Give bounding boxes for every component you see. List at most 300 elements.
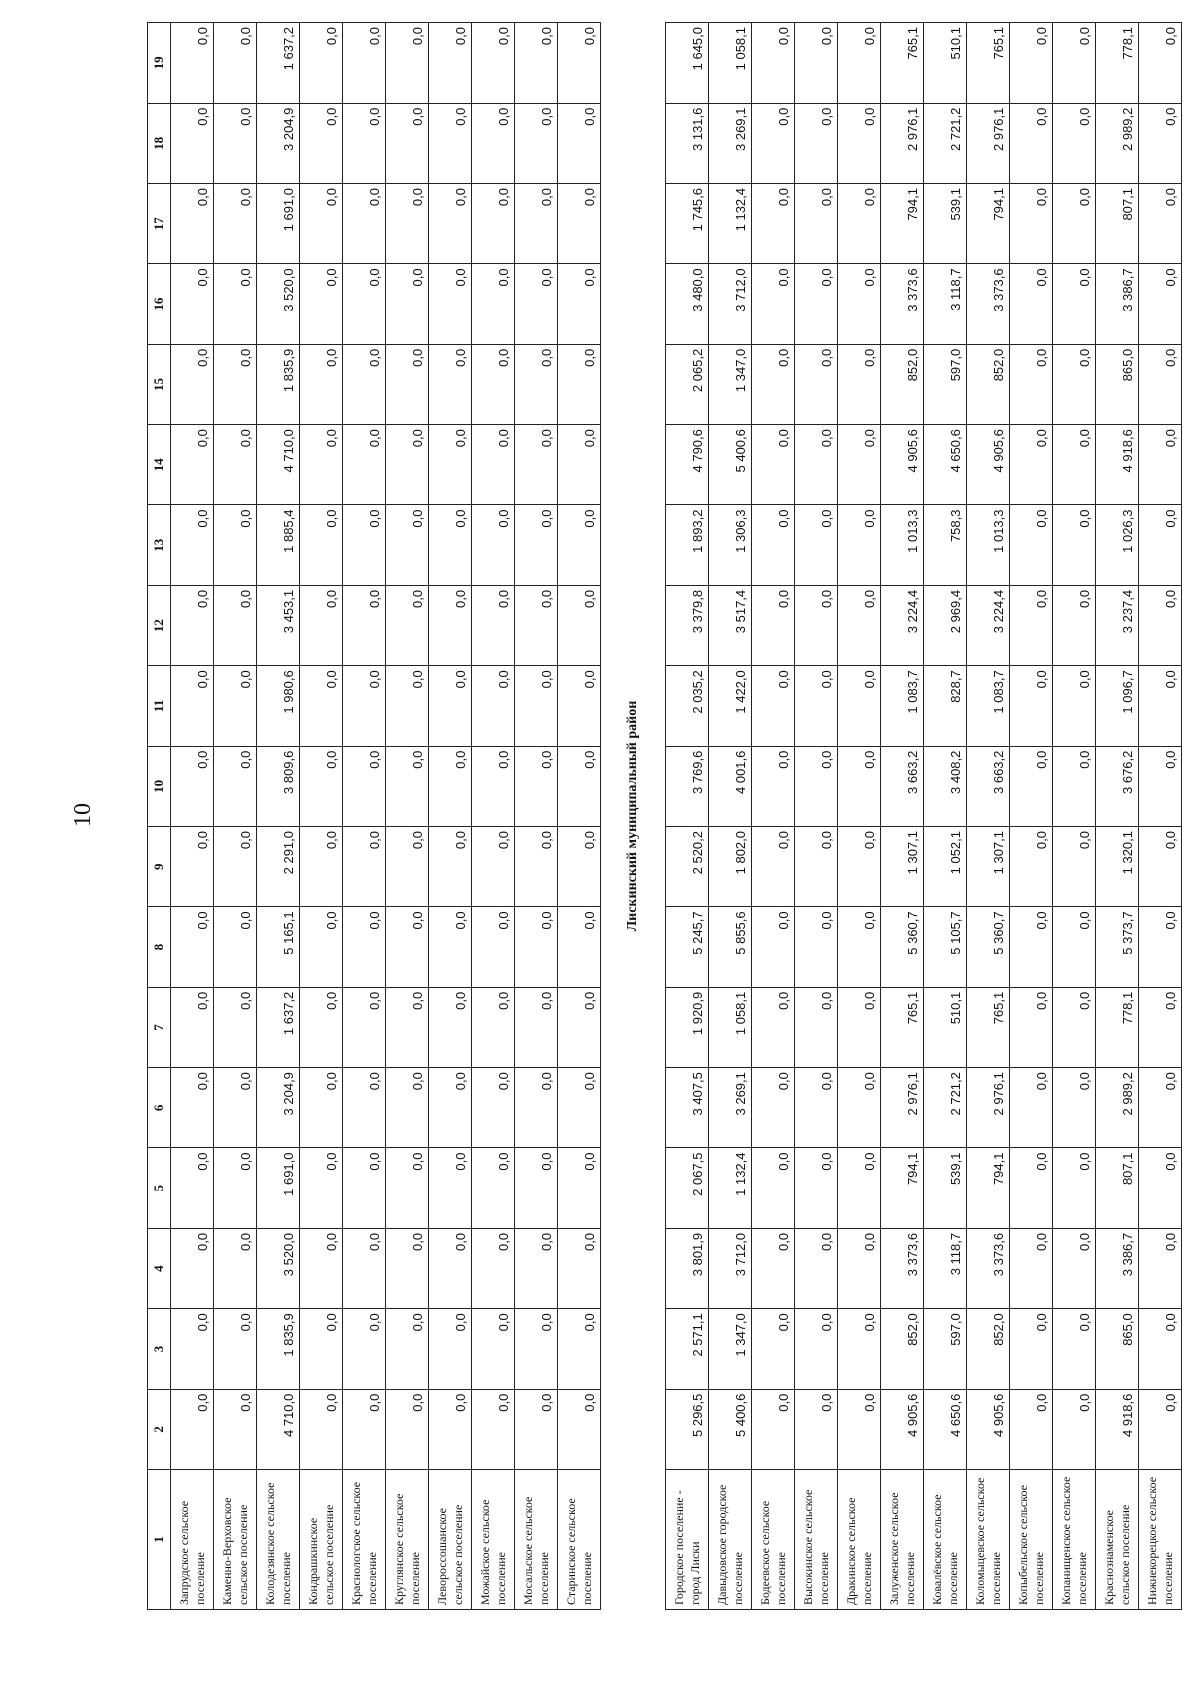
value-cell: 0,0 bbox=[1010, 425, 1053, 505]
value-cell: 0,0 bbox=[838, 746, 881, 826]
value-cell: 0,0 bbox=[1010, 103, 1053, 183]
value-cell: 0,0 bbox=[558, 987, 601, 1067]
value-cell: 0,0 bbox=[343, 746, 386, 826]
value-cell: 0,0 bbox=[1053, 987, 1096, 1067]
value-cell: 0,0 bbox=[472, 264, 515, 344]
value-cell: 0,0 bbox=[429, 184, 472, 264]
value-cell: 0,0 bbox=[472, 103, 515, 183]
value-cell: 5 165,1 bbox=[257, 907, 300, 987]
value-cell: 0,0 bbox=[1139, 1228, 1182, 1308]
table-row bbox=[881, 23, 924, 1610]
value-cell: 0,0 bbox=[386, 907, 429, 987]
value-cell: 0,0 bbox=[386, 1228, 429, 1308]
value-cell: 0,0 bbox=[386, 344, 429, 424]
value-cell: 778,1 bbox=[1096, 987, 1139, 1067]
value-cell: 0,0 bbox=[515, 184, 558, 264]
value-cell: 1 885,4 bbox=[257, 505, 300, 585]
settlement-name: Высокинское сельское поселение bbox=[795, 1470, 838, 1610]
column-header: 3 bbox=[148, 1309, 171, 1389]
table-row bbox=[300, 23, 343, 1610]
value-cell: 3 204,9 bbox=[257, 103, 300, 183]
value-cell: 0,0 bbox=[472, 505, 515, 585]
value-cell: 0,0 bbox=[343, 23, 386, 104]
value-cell: 1 893,2 bbox=[666, 505, 709, 585]
value-cell: 0,0 bbox=[386, 1148, 429, 1228]
value-cell: 0,0 bbox=[386, 103, 429, 183]
value-cell: 0,0 bbox=[171, 827, 214, 907]
value-cell: 0,0 bbox=[558, 1228, 601, 1308]
value-cell: 0,0 bbox=[472, 425, 515, 505]
value-cell: 3 712,0 bbox=[709, 264, 752, 344]
value-cell: 2 976,1 bbox=[967, 103, 1010, 183]
value-cell: 1 132,4 bbox=[709, 184, 752, 264]
table-row bbox=[666, 23, 709, 1610]
value-cell: 0,0 bbox=[558, 746, 601, 826]
value-cell: 3 801,9 bbox=[666, 1228, 709, 1308]
value-cell: 1 307,1 bbox=[881, 827, 924, 907]
value-cell: 0,0 bbox=[752, 103, 795, 183]
value-cell: 1 306,3 bbox=[709, 505, 752, 585]
value-cell: 0,0 bbox=[795, 907, 838, 987]
group2-body bbox=[666, 23, 1182, 1610]
value-cell: 0,0 bbox=[838, 1148, 881, 1228]
value-cell: 0,0 bbox=[795, 585, 838, 665]
value-cell: 0,0 bbox=[515, 585, 558, 665]
value-cell: 1 320,1 bbox=[1096, 827, 1139, 907]
value-cell: 0,0 bbox=[429, 746, 472, 826]
value-cell: 0,0 bbox=[795, 264, 838, 344]
value-cell: 0,0 bbox=[795, 1309, 838, 1389]
value-cell: 0,0 bbox=[472, 1068, 515, 1148]
value-cell: 0,0 bbox=[1139, 344, 1182, 424]
table-row bbox=[171, 23, 214, 1610]
value-cell: 0,0 bbox=[1139, 666, 1182, 746]
settlement-name: Городское поселение - город Лиски bbox=[666, 1470, 709, 1610]
value-cell: 0,0 bbox=[515, 23, 558, 104]
value-cell: 1 013,3 bbox=[967, 505, 1010, 585]
value-cell: 1 691,0 bbox=[257, 1148, 300, 1228]
value-cell: 1 422,0 bbox=[709, 666, 752, 746]
value-cell: 0,0 bbox=[300, 1389, 343, 1469]
value-cell: 0,0 bbox=[558, 505, 601, 585]
column-header: 19 bbox=[148, 23, 171, 104]
value-cell: 0,0 bbox=[1053, 264, 1096, 344]
value-cell: 0,0 bbox=[515, 827, 558, 907]
value-cell: 3 520,0 bbox=[257, 1228, 300, 1308]
value-cell: 0,0 bbox=[300, 505, 343, 585]
value-cell: 2 035,2 bbox=[666, 666, 709, 746]
value-cell: 4 905,6 bbox=[967, 1389, 1010, 1469]
value-cell: 0,0 bbox=[1010, 344, 1053, 424]
value-cell: 794,1 bbox=[881, 184, 924, 264]
value-cell: 0,0 bbox=[838, 827, 881, 907]
value-cell: 0,0 bbox=[1053, 585, 1096, 665]
value-cell: 0,0 bbox=[1053, 1068, 1096, 1148]
value-cell: 539,1 bbox=[924, 184, 967, 264]
value-cell: 865,0 bbox=[1096, 344, 1139, 424]
table-row bbox=[343, 23, 386, 1610]
value-cell: 0,0 bbox=[300, 344, 343, 424]
value-cell: 0,0 bbox=[795, 23, 838, 104]
value-cell: 0,0 bbox=[343, 425, 386, 505]
settlement-name: Левороссошанское сельское поселение bbox=[429, 1470, 472, 1610]
value-cell: 0,0 bbox=[1010, 184, 1053, 264]
value-cell: 1 026,3 bbox=[1096, 505, 1139, 585]
value-cell: 0,0 bbox=[515, 264, 558, 344]
value-cell: 3 676,2 bbox=[1096, 746, 1139, 826]
value-cell: 0,0 bbox=[1139, 1309, 1182, 1389]
value-cell: 1 132,4 bbox=[709, 1148, 752, 1228]
value-cell: 0,0 bbox=[752, 666, 795, 746]
value-cell: 0,0 bbox=[171, 23, 214, 104]
value-cell: 0,0 bbox=[752, 1389, 795, 1469]
value-cell: 0,0 bbox=[838, 1228, 881, 1308]
value-cell: 0,0 bbox=[429, 103, 472, 183]
value-cell: 3 663,2 bbox=[881, 746, 924, 826]
value-cell: 0,0 bbox=[300, 103, 343, 183]
value-cell: 0,0 bbox=[752, 344, 795, 424]
value-cell: 3 269,1 bbox=[709, 1068, 752, 1148]
value-cell: 3 118,7 bbox=[924, 264, 967, 344]
value-cell: 1 058,1 bbox=[709, 987, 752, 1067]
value-cell: 5 373,7 bbox=[1096, 907, 1139, 987]
table-row bbox=[214, 23, 257, 1610]
settlement-name: Колодезянское сельское поселение bbox=[257, 1470, 300, 1610]
value-cell: 0,0 bbox=[386, 505, 429, 585]
value-cell: 0,0 bbox=[558, 1309, 601, 1389]
value-cell: 0,0 bbox=[838, 425, 881, 505]
value-cell: 0,0 bbox=[171, 585, 214, 665]
value-cell: 3 480,0 bbox=[666, 264, 709, 344]
value-cell: 0,0 bbox=[429, 23, 472, 104]
value-cell: 2 976,1 bbox=[881, 103, 924, 183]
value-cell: 0,0 bbox=[472, 746, 515, 826]
value-cell: 0,0 bbox=[752, 1148, 795, 1228]
value-cell: 0,0 bbox=[214, 505, 257, 585]
value-cell: 0,0 bbox=[214, 1389, 257, 1469]
value-cell: 0,0 bbox=[214, 907, 257, 987]
value-cell: 4 650,6 bbox=[924, 1389, 967, 1469]
value-cell: 0,0 bbox=[1139, 103, 1182, 183]
value-cell: 2 721,2 bbox=[924, 1068, 967, 1148]
value-cell: 0,0 bbox=[1053, 827, 1096, 907]
value-cell: 765,1 bbox=[881, 987, 924, 1067]
column-header: 2 bbox=[148, 1389, 171, 1469]
value-cell: 0,0 bbox=[752, 987, 795, 1067]
value-cell: 0,0 bbox=[214, 827, 257, 907]
value-cell: 0,0 bbox=[515, 987, 558, 1067]
value-cell: 5 855,6 bbox=[709, 907, 752, 987]
value-cell: 0,0 bbox=[171, 1309, 214, 1389]
value-cell: 0,0 bbox=[300, 23, 343, 104]
value-cell: 3 386,7 bbox=[1096, 1228, 1139, 1308]
value-cell: 0,0 bbox=[515, 666, 558, 746]
value-cell: 0,0 bbox=[1010, 907, 1053, 987]
table-row bbox=[472, 23, 515, 1610]
value-cell: 1 058,1 bbox=[709, 23, 752, 104]
value-cell: 0,0 bbox=[1053, 23, 1096, 104]
value-cell: 0,0 bbox=[838, 585, 881, 665]
value-cell: 3 408,2 bbox=[924, 746, 967, 826]
value-cell: 0,0 bbox=[558, 585, 601, 665]
value-cell: 0,0 bbox=[472, 23, 515, 104]
value-cell: 0,0 bbox=[515, 1068, 558, 1148]
value-cell: 0,0 bbox=[752, 746, 795, 826]
value-cell: 0,0 bbox=[558, 344, 601, 424]
value-cell: 0,0 bbox=[1139, 505, 1182, 585]
value-cell: 0,0 bbox=[214, 23, 257, 104]
value-cell: 828,7 bbox=[924, 666, 967, 746]
value-cell: 0,0 bbox=[214, 666, 257, 746]
value-cell: 0,0 bbox=[429, 585, 472, 665]
value-cell: 0,0 bbox=[838, 103, 881, 183]
value-cell: 0,0 bbox=[795, 425, 838, 505]
value-cell: 0,0 bbox=[1010, 1148, 1053, 1228]
column-header: 17 bbox=[148, 184, 171, 264]
value-cell: 3 520,0 bbox=[257, 264, 300, 344]
value-cell: 0,0 bbox=[795, 505, 838, 585]
value-cell: 0,0 bbox=[1010, 505, 1053, 585]
value-cell: 0,0 bbox=[515, 103, 558, 183]
value-cell: 1 307,1 bbox=[967, 827, 1010, 907]
value-cell: 0,0 bbox=[838, 907, 881, 987]
settlement-name: Запрудское сельское поселение bbox=[171, 1470, 214, 1610]
value-cell: 3 373,6 bbox=[881, 264, 924, 344]
value-cell: 1 645,0 bbox=[666, 23, 709, 104]
value-cell: 3 224,4 bbox=[881, 585, 924, 665]
value-cell: 0,0 bbox=[1053, 425, 1096, 505]
value-cell: 0,0 bbox=[1010, 1309, 1053, 1389]
value-cell: 1 637,2 bbox=[257, 23, 300, 104]
column-header: 6 bbox=[148, 1068, 171, 1148]
value-cell: 0,0 bbox=[838, 184, 881, 264]
column-header: 15 bbox=[148, 344, 171, 424]
value-cell: 0,0 bbox=[386, 1389, 429, 1469]
table-row bbox=[967, 23, 1010, 1610]
column-header: 16 bbox=[148, 264, 171, 344]
column-header: 5 bbox=[148, 1148, 171, 1228]
value-cell: 0,0 bbox=[214, 1068, 257, 1148]
value-cell: 0,0 bbox=[1139, 827, 1182, 907]
value-cell: 0,0 bbox=[472, 827, 515, 907]
value-cell: 1 980,6 bbox=[257, 666, 300, 746]
value-cell: 2 721,2 bbox=[924, 103, 967, 183]
value-cell: 0,0 bbox=[795, 1068, 838, 1148]
value-cell: 0,0 bbox=[752, 264, 795, 344]
value-cell: 1 835,9 bbox=[257, 1309, 300, 1389]
value-cell: 0,0 bbox=[838, 987, 881, 1067]
value-cell: 0,0 bbox=[429, 987, 472, 1067]
value-cell: 0,0 bbox=[752, 827, 795, 907]
value-cell: 0,0 bbox=[300, 1228, 343, 1308]
value-cell: 1 920,9 bbox=[666, 987, 709, 1067]
table-row bbox=[924, 23, 967, 1610]
value-cell: 794,1 bbox=[881, 1148, 924, 1228]
value-cell: 5 245,7 bbox=[666, 907, 709, 987]
value-cell: 1 083,7 bbox=[967, 666, 1010, 746]
value-cell: 0,0 bbox=[515, 1389, 558, 1469]
value-cell: 5 296,5 bbox=[666, 1389, 709, 1469]
value-cell: 0,0 bbox=[343, 1389, 386, 1469]
table-row bbox=[838, 23, 881, 1610]
value-cell: 0,0 bbox=[1139, 1389, 1182, 1469]
value-cell: 0,0 bbox=[558, 1148, 601, 1228]
value-cell: 0,0 bbox=[300, 827, 343, 907]
value-cell: 1 052,1 bbox=[924, 827, 967, 907]
section-row bbox=[601, 23, 666, 1610]
column-header: 8 bbox=[148, 907, 171, 987]
value-cell: 4 710,0 bbox=[257, 425, 300, 505]
value-cell: 0,0 bbox=[752, 505, 795, 585]
value-cell: 0,0 bbox=[515, 1309, 558, 1389]
value-cell: 0,0 bbox=[214, 264, 257, 344]
settlement-name: Краснологское сельское поселение bbox=[343, 1470, 386, 1610]
value-cell: 0,0 bbox=[795, 344, 838, 424]
value-cell: 0,0 bbox=[343, 344, 386, 424]
value-cell: 1 083,7 bbox=[881, 666, 924, 746]
value-cell: 0,0 bbox=[214, 425, 257, 505]
value-cell: 0,0 bbox=[214, 1309, 257, 1389]
value-cell: 0,0 bbox=[1139, 1148, 1182, 1228]
data-table bbox=[147, 22, 1182, 1610]
table-row bbox=[1010, 23, 1053, 1610]
value-cell: 0,0 bbox=[429, 827, 472, 907]
section-title: Лискинский муниципальный район bbox=[601, 23, 666, 1610]
value-cell: 0,0 bbox=[752, 907, 795, 987]
value-cell: 1 745,6 bbox=[666, 184, 709, 264]
value-cell: 0,0 bbox=[1139, 184, 1182, 264]
value-cell: 0,0 bbox=[214, 1228, 257, 1308]
column-header: 4 bbox=[148, 1228, 171, 1308]
value-cell: 0,0 bbox=[515, 1228, 558, 1308]
value-cell: 0,0 bbox=[171, 1148, 214, 1228]
value-cell: 778,1 bbox=[1096, 23, 1139, 104]
value-cell: 0,0 bbox=[752, 425, 795, 505]
value-cell: 1 637,2 bbox=[257, 987, 300, 1067]
value-cell: 0,0 bbox=[343, 907, 386, 987]
value-cell: 597,0 bbox=[924, 1309, 967, 1389]
value-cell: 0,0 bbox=[171, 746, 214, 826]
table-row bbox=[1139, 23, 1182, 1610]
value-cell: 0,0 bbox=[214, 585, 257, 665]
value-cell: 0,0 bbox=[472, 585, 515, 665]
value-cell: 0,0 bbox=[558, 827, 601, 907]
value-cell: 4 918,6 bbox=[1096, 425, 1139, 505]
value-cell: 0,0 bbox=[515, 505, 558, 585]
value-cell: 4 001,6 bbox=[709, 746, 752, 826]
value-cell: 807,1 bbox=[1096, 1148, 1139, 1228]
value-cell: 0,0 bbox=[472, 987, 515, 1067]
section-body bbox=[601, 23, 666, 1610]
value-cell: 3 373,6 bbox=[967, 1228, 1010, 1308]
value-cell: 0,0 bbox=[386, 425, 429, 505]
value-cell: 0,0 bbox=[300, 585, 343, 665]
value-cell: 0,0 bbox=[838, 23, 881, 104]
value-cell: 0,0 bbox=[343, 1068, 386, 1148]
value-cell: 0,0 bbox=[343, 666, 386, 746]
table-row bbox=[752, 23, 795, 1610]
value-cell: 0,0 bbox=[515, 746, 558, 826]
value-cell: 0,0 bbox=[171, 344, 214, 424]
settlement-name: Каменно-Верховское сельское поселение bbox=[214, 1470, 257, 1610]
value-cell: 0,0 bbox=[300, 746, 343, 826]
value-cell: 0,0 bbox=[515, 425, 558, 505]
value-cell: 0,0 bbox=[386, 827, 429, 907]
value-cell: 0,0 bbox=[795, 666, 838, 746]
value-cell: 0,0 bbox=[343, 505, 386, 585]
value-cell: 0,0 bbox=[1139, 1068, 1182, 1148]
value-cell: 0,0 bbox=[1053, 184, 1096, 264]
value-cell: 852,0 bbox=[881, 344, 924, 424]
value-cell: 0,0 bbox=[1139, 987, 1182, 1067]
value-cell: 0,0 bbox=[838, 1068, 881, 1148]
value-cell: 0,0 bbox=[214, 344, 257, 424]
value-cell: 0,0 bbox=[795, 103, 838, 183]
value-cell: 0,0 bbox=[300, 1309, 343, 1389]
value-cell: 3 204,9 bbox=[257, 1068, 300, 1148]
table-row bbox=[709, 23, 752, 1610]
settlement-name: Давыдовское городское поселение bbox=[709, 1470, 752, 1610]
settlement-name: Краснознаменское сельское поселение bbox=[1096, 1470, 1139, 1610]
table-row bbox=[515, 23, 558, 1610]
value-cell: 0,0 bbox=[795, 987, 838, 1067]
value-cell: 3 769,6 bbox=[666, 746, 709, 826]
table-row bbox=[429, 23, 472, 1610]
value-cell: 0,0 bbox=[472, 666, 515, 746]
value-cell: 3 386,7 bbox=[1096, 264, 1139, 344]
value-cell: 0,0 bbox=[343, 827, 386, 907]
value-cell: 852,0 bbox=[881, 1309, 924, 1389]
value-cell: 0,0 bbox=[1139, 585, 1182, 665]
value-cell: 3 269,1 bbox=[709, 103, 752, 183]
value-cell: 0,0 bbox=[1010, 585, 1053, 665]
settlement-name: Мосальское сельское поселение bbox=[515, 1470, 558, 1610]
value-cell: 0,0 bbox=[429, 1068, 472, 1148]
value-cell: 0,0 bbox=[838, 1309, 881, 1389]
settlement-name: Копанищенское сельское поселение bbox=[1053, 1470, 1096, 1610]
value-cell: 3 712,0 bbox=[709, 1228, 752, 1308]
table-row bbox=[257, 23, 300, 1610]
value-cell: 0,0 bbox=[300, 907, 343, 987]
value-cell: 0,0 bbox=[429, 505, 472, 585]
settlement-name: Можайское сельское поселение bbox=[472, 1470, 515, 1610]
value-cell: 3 407,5 bbox=[666, 1068, 709, 1148]
column-header: 18 bbox=[148, 103, 171, 183]
value-cell: 0,0 bbox=[472, 344, 515, 424]
value-cell: 0,0 bbox=[429, 1228, 472, 1308]
value-cell: 2 065,2 bbox=[666, 344, 709, 424]
table-row bbox=[1096, 23, 1139, 1610]
value-cell: 765,1 bbox=[881, 23, 924, 104]
value-cell: 0,0 bbox=[343, 184, 386, 264]
value-cell: 0,0 bbox=[1010, 1068, 1053, 1148]
value-cell: 0,0 bbox=[472, 1389, 515, 1469]
value-cell: 0,0 bbox=[171, 184, 214, 264]
value-cell: 2 291,0 bbox=[257, 827, 300, 907]
table-row bbox=[558, 23, 601, 1610]
value-cell: 0,0 bbox=[1139, 264, 1182, 344]
value-cell: 0,0 bbox=[472, 1228, 515, 1308]
value-cell: 5 400,6 bbox=[709, 425, 752, 505]
column-header: 13 bbox=[148, 505, 171, 585]
value-cell: 0,0 bbox=[214, 1148, 257, 1228]
value-cell: 0,0 bbox=[171, 505, 214, 585]
settlement-name: Дракинское сельское поселение bbox=[838, 1470, 881, 1610]
value-cell: 0,0 bbox=[795, 827, 838, 907]
value-cell: 807,1 bbox=[1096, 184, 1139, 264]
value-cell: 0,0 bbox=[795, 746, 838, 826]
value-cell: 3 373,6 bbox=[881, 1228, 924, 1308]
